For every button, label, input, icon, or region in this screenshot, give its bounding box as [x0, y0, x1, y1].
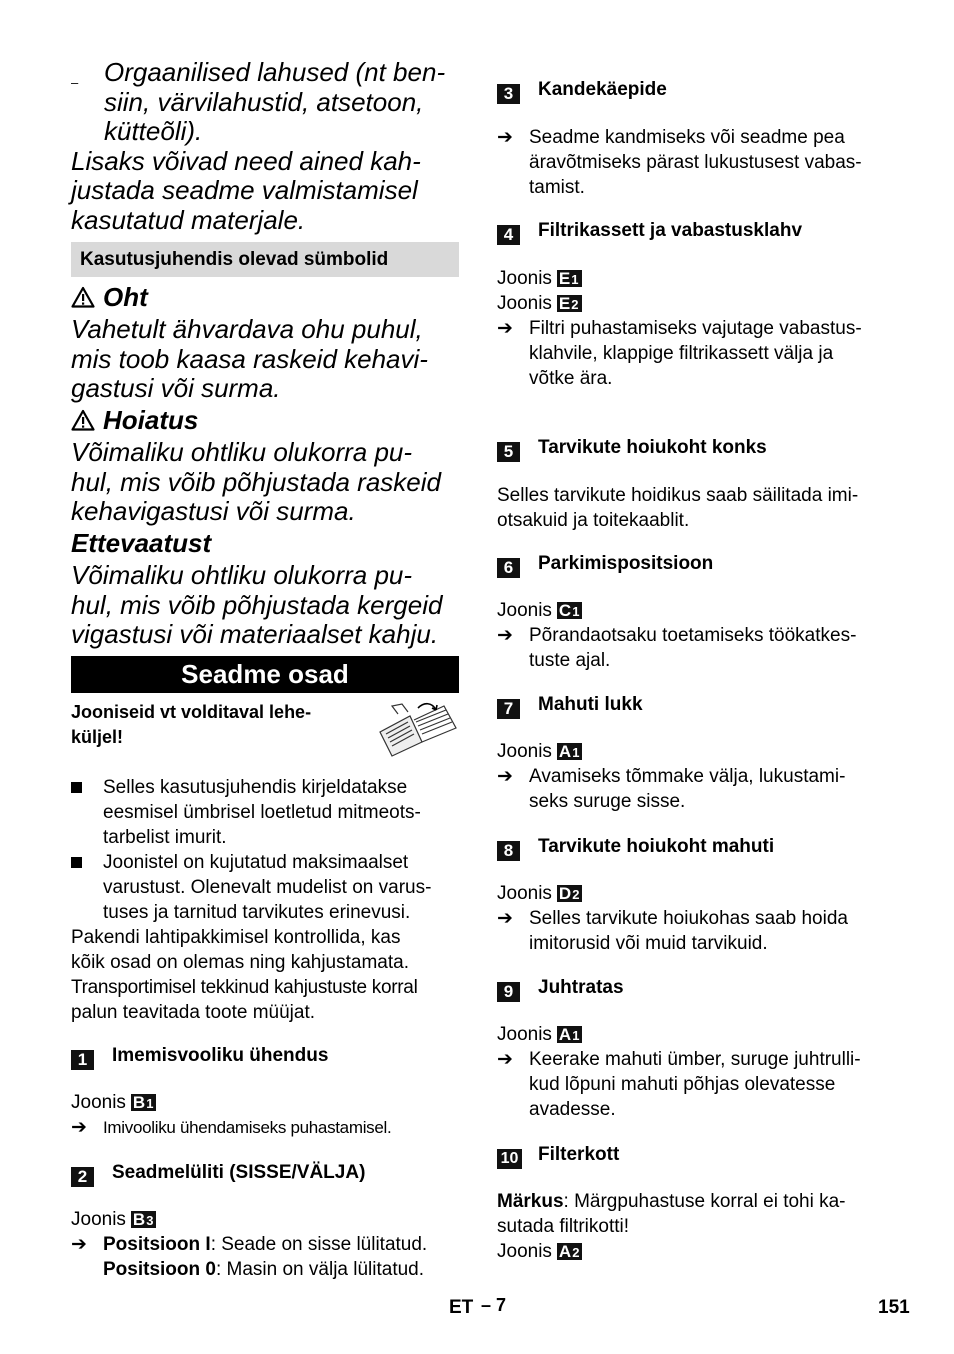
dash-marker: –	[71, 75, 79, 90]
instruction-item: ➔ Filtri puhastamiseks vajutage vabastus- klahvile, klappige filtrikassett välja ja võtke ära.	[497, 318, 862, 389]
parts-section-header: Seadme osad	[71, 656, 459, 693]
section-title: Imemisvooliku ühendus	[112, 1045, 329, 1066]
note-text: Märkus: Märgpuhastuse korral ei tohi ka-	[497, 1191, 846, 1212]
figure-reference: Joonis D2	[497, 883, 581, 904]
figure-reference: Joonis B1	[71, 1092, 155, 1113]
list-item: Joonistel on kujutatud maksimaalset varustust. Olenevalt mudelist on varus- tuses ja tarnitud tarvikutes erinevusi.	[71, 850, 459, 925]
unpacking-note: Pakendi lahtipakkimisel kontrollida, kas kõik osad on olemas ning kahjustamata. Transportimisel tekkinud kahjustuste korral palun teavitada toote müüjat.	[71, 927, 418, 1023]
instruction-item: ➔ Avamiseks tõmmake välja, lukustami- seks suruge sisse.	[497, 766, 846, 812]
figure-reference: Joonis B3	[71, 1209, 155, 1230]
figure-label-badge: A1	[558, 742, 581, 761]
arrow-right-icon: ➔	[497, 766, 513, 787]
section-8-heading	[497, 834, 897, 862]
section-title: Mahuti lukk	[538, 694, 643, 715]
section-title: Filterkott	[538, 1144, 620, 1165]
section-title: Parkimispositsioon	[538, 553, 714, 574]
section-5-body: Selles tarvikute hoidikus saab säilitada imi- otsakuid ja toitekaablit.	[497, 485, 859, 531]
arrow-right-icon: ➔	[497, 127, 513, 148]
section-6-heading	[497, 551, 897, 579]
figure-reference: Joonis E1	[497, 268, 580, 289]
figure-label-badge: B3	[132, 1210, 155, 1229]
figure-label-badge: A2	[558, 1242, 581, 1261]
warning-triangle-icon	[71, 286, 95, 308]
figure-label-badge: C1	[558, 601, 581, 620]
instruction-item: ➔ Imivooliku ühendamiseks puhastamisel.	[71, 1117, 392, 1138]
text-line: justada seadme valmistamisel	[71, 175, 418, 205]
footer-page-sep: – 7	[481, 1295, 507, 1315]
section-4-heading	[497, 218, 897, 246]
square-bullet-icon	[71, 857, 82, 868]
warning-heading	[71, 406, 198, 436]
figure-reference: Joonis A1	[497, 1024, 581, 1045]
footer-page-number: 151	[878, 1297, 910, 1318]
figure-reference: Joonis C1	[497, 600, 581, 621]
danger-title: Oht	[103, 282, 148, 312]
caution-description: Võimaliku ohtliku olukorra pu- hul, mis võib põhjustada kergeid vigastusi või materiaalset kahju.	[71, 560, 443, 649]
section-number-badge: 4	[497, 225, 520, 245]
section-6-body	[497, 598, 897, 673]
list-item: Selles kasutusjuhendis kirjeldatakse eesmisel ümbrisel loetletud mitmeots- tarbelist imurit.	[71, 775, 459, 850]
section-9-body	[497, 1022, 897, 1122]
warning-description: Võimaliku ohtliku olukorra pu- hul, mis võib põhjustada raskeid kehavigastusi või surma.	[71, 437, 441, 526]
arrow-right-icon: ➔	[497, 625, 513, 646]
section-8-body	[497, 881, 897, 956]
section-3-body	[497, 125, 897, 200]
info-bullet-list	[71, 775, 459, 1025]
arrow-right-icon: ➔	[71, 1234, 87, 1255]
section-3-heading	[497, 77, 897, 105]
fold-out-note: Jooniseid vt volditaval lehe- küljel!	[71, 702, 312, 747]
figure-label-badge: A1	[558, 1025, 581, 1044]
section-number-badge: 1	[71, 1050, 94, 1070]
figure-reference: Joonis E2	[497, 293, 580, 314]
instruction-item: ➔ Põrandaotsaku toetamiseks töökatkes- tuste ajal.	[497, 625, 857, 671]
section-number-badge: 8	[497, 841, 520, 861]
section-title: Tarvikute hoiukoht mahuti	[538, 836, 775, 857]
arrow-right-icon: ➔	[497, 318, 513, 339]
instruction-item: ➔ Seadme kandmiseks või seadme pea äravõtmiseks pärast lukustusest vabas- tamist.	[497, 127, 862, 198]
section-7-body	[497, 739, 897, 814]
text-line: siin, värvilahustid, atsetoon,	[104, 86, 424, 117]
section-title: Filtrikassett ja vabastusklahv	[538, 220, 803, 241]
intro-warning-list-item	[71, 58, 459, 235]
note-text: sutada filtrikotti!	[497, 1216, 629, 1237]
figure-label-badge: E2	[558, 294, 580, 313]
figure-label-badge: D2	[558, 884, 581, 903]
figure-reference: Joonis A2	[497, 1241, 581, 1262]
text-line: kasutatud materjale.	[71, 204, 306, 235]
text-line: Lisaks võivad need ained kah-	[71, 145, 421, 176]
section-number-badge: 5	[497, 442, 520, 462]
section-7-heading	[497, 692, 897, 720]
section-number-badge: 10	[497, 1149, 522, 1169]
footer-language-code: ET	[449, 1297, 474, 1318]
section-number-badge: 2	[71, 1167, 94, 1187]
folded-manual-icon	[378, 702, 460, 758]
arrow-right-icon: ➔	[71, 1117, 87, 1138]
section-title: Juhtratas	[538, 977, 624, 998]
section-title: Tarvikute hoiukoht konks	[538, 437, 767, 458]
instruction-item: ➔ Positsioon I: Seade on sisse lülitatud. Positsioon 0: Masin on välja lülitatud.	[71, 1234, 428, 1280]
danger-heading	[71, 283, 148, 313]
danger-description: Vahetult ähvardava ohu puhul, mis toob kaasa raskeid kehavi- gastusi või surma.	[71, 314, 428, 403]
arrow-right-icon: ➔	[497, 1049, 513, 1070]
text-line: Orgaanilised lahused (nt ben-	[104, 57, 446, 87]
text-line: kütteõli).	[104, 116, 203, 146]
section-number-badge: 3	[497, 84, 520, 104]
figure-reference: Joonis A1	[497, 741, 581, 762]
warning-triangle-icon	[71, 409, 95, 431]
instruction-item: ➔ Keerake mahuti ümber, suruge juhtrulli- kud lõpuni mahuti põhjas olevatesse avadesse.	[497, 1049, 861, 1120]
section-title: Kandekäepide	[538, 79, 667, 100]
section-2-body	[71, 1207, 471, 1282]
section-2-heading	[71, 1160, 459, 1188]
section-9-heading	[497, 975, 897, 1003]
instruction-item: ➔ Selles tarvikute hoiukohas saab hoida imitorusid või muid tarvikuid.	[497, 908, 848, 954]
square-bullet-icon	[71, 782, 82, 793]
section-number-badge: 7	[497, 699, 520, 719]
arrow-right-icon: ➔	[497, 908, 513, 929]
caution-heading: Ettevaatust	[71, 528, 212, 558]
section-number-badge: 6	[497, 558, 520, 578]
section-number-badge: 9	[497, 982, 520, 1002]
figure-label-badge: B1	[132, 1093, 155, 1112]
symbols-section-header: Kasutusjuhendis olevad sümbolid	[71, 242, 459, 277]
section-title: Seadmelüliti (SISSE/VÄLJA)	[112, 1162, 366, 1183]
section-1-body	[71, 1090, 459, 1140]
section-1-heading	[71, 1043, 459, 1071]
warning-title: Hoiatus	[103, 405, 199, 435]
section-10-heading	[497, 1142, 897, 1170]
section-5-heading	[497, 435, 897, 463]
section-10-body	[497, 1189, 897, 1264]
section-4-body	[497, 266, 897, 391]
figure-label-badge: E1	[558, 269, 580, 288]
